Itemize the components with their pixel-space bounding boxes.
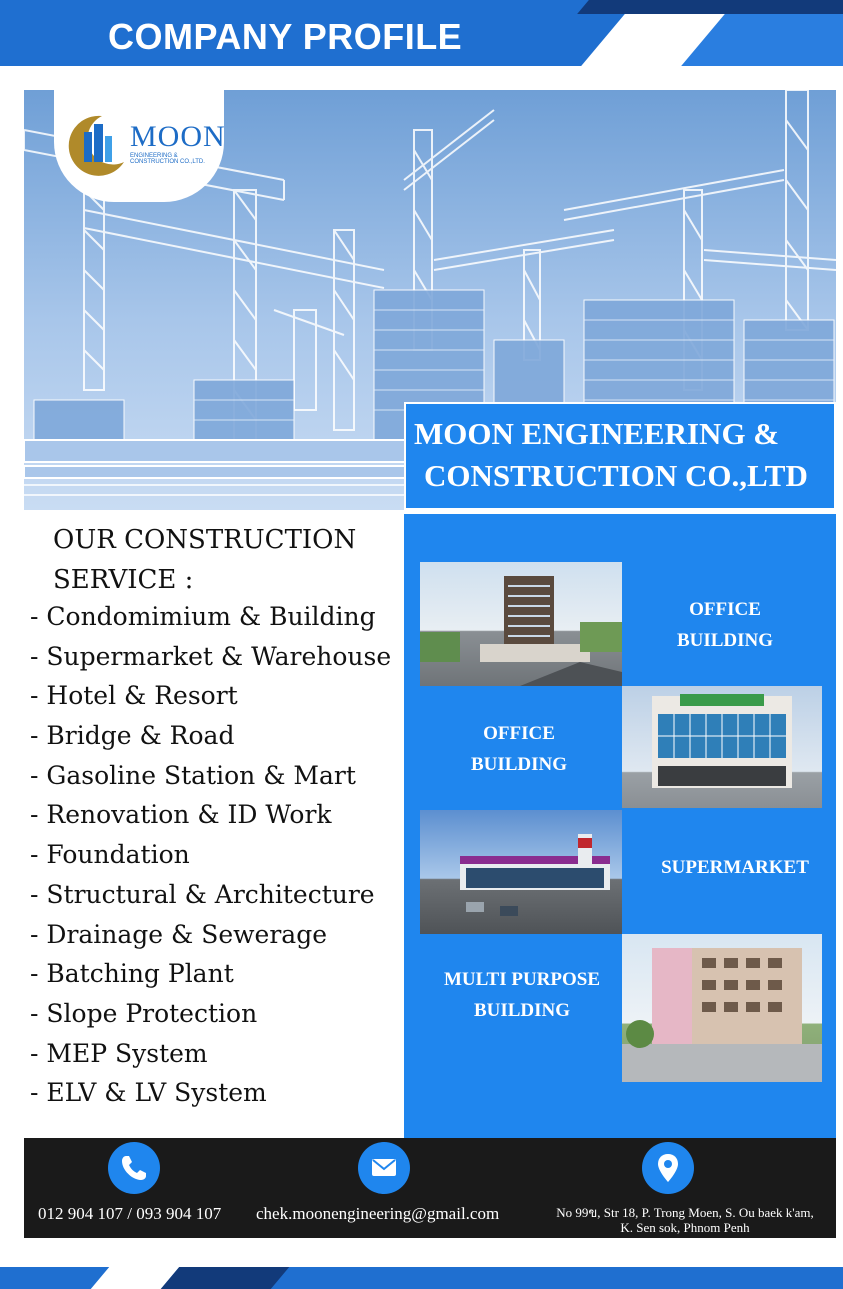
footer-band <box>0 1267 843 1289</box>
services-heading-line2: SERVICE : <box>53 565 194 595</box>
service-item: - Slope Protection <box>30 998 258 1028</box>
location-pin-icon <box>642 1142 694 1194</box>
project-caption-1-line2: BUILDING <box>676 630 774 651</box>
project-caption-2-line2: BUILDING <box>470 754 568 775</box>
service-item: - MEP System <box>30 1038 208 1068</box>
service-item: - Foundation <box>30 840 190 870</box>
company-name-box <box>404 402 836 510</box>
company-name-line1: MOON ENGINEERING & <box>414 416 780 451</box>
footer-accent-dark <box>161 1267 289 1289</box>
services-heading-line1: OUR CONSTRUCTION <box>53 525 357 555</box>
service-item: - Renovation & ID Work <box>30 800 332 830</box>
email-address[interactable]: chek.moonengineering@gmail.com <box>256 1204 500 1223</box>
services-list <box>30 597 391 1113</box>
project-photo-supermarket <box>420 810 622 934</box>
mail-icon <box>358 1142 410 1194</box>
projects-panel <box>404 514 836 1138</box>
service-item: - Supermarket & Warehouse <box>30 641 392 671</box>
header-band <box>0 0 843 66</box>
moon-logo-icon <box>62 108 132 178</box>
office-building-illustration <box>420 562 622 686</box>
service-item: - Batching Plant <box>30 959 234 989</box>
project-caption-3-line1: SUPERMARKET <box>661 857 809 878</box>
company-name-line2: CONSTRUCTION CO.,LTD <box>424 458 808 493</box>
project-photo-office-1 <box>420 562 622 686</box>
logo-wordmark: MOON <box>130 120 226 153</box>
project-caption-4-line1: MULTI PURPOSE <box>443 969 601 990</box>
multi-purpose-building-illustration <box>622 934 822 1082</box>
project-caption-4 <box>424 964 620 1026</box>
service-item: - Structural & Architecture <box>30 879 375 909</box>
address-line1: No 99ข, Str 18, P. Trong Moen, S. Ou baek k'am, <box>556 1205 814 1220</box>
supermarket-illustration <box>420 810 622 934</box>
service-item: - Drainage & Sewerage <box>30 919 328 949</box>
phone-number[interactable]: 012 904 107 / 093 904 107 <box>38 1204 222 1223</box>
project-caption-4-line2: BUILDING <box>473 1000 571 1021</box>
service-item: - Bridge & Road <box>30 721 235 751</box>
service-item: - Condomimium & Building <box>30 602 376 631</box>
project-caption-3 <box>640 852 830 883</box>
page-title: COMPANY PROFILE <box>108 16 463 57</box>
service-item: - Hotel & Resort <box>30 681 238 711</box>
phone-icon <box>108 1142 160 1194</box>
project-caption-1-line1: OFFICE <box>689 599 761 620</box>
service-item: - Gasoline Station & Mart <box>30 760 356 790</box>
logo-card <box>54 90 224 202</box>
contact-footer <box>24 1138 836 1238</box>
project-caption-2 <box>424 718 614 780</box>
project-photo-multi-purpose <box>622 934 822 1082</box>
header-accent-dark <box>577 0 843 14</box>
logo-subtitle: ENGINEERING & CONSTRUCTION CO.,LTD. <box>130 153 205 165</box>
services-heading <box>53 520 356 600</box>
service-item: - ELV & LV System <box>30 1078 267 1108</box>
project-caption-1 <box>640 594 810 656</box>
address-line2: K. Sen sok, Phnom Penh <box>620 1220 750 1235</box>
office-building-illustration <box>622 686 822 808</box>
project-photo-office-2 <box>622 686 822 808</box>
project-caption-2-line1: OFFICE <box>483 723 555 744</box>
